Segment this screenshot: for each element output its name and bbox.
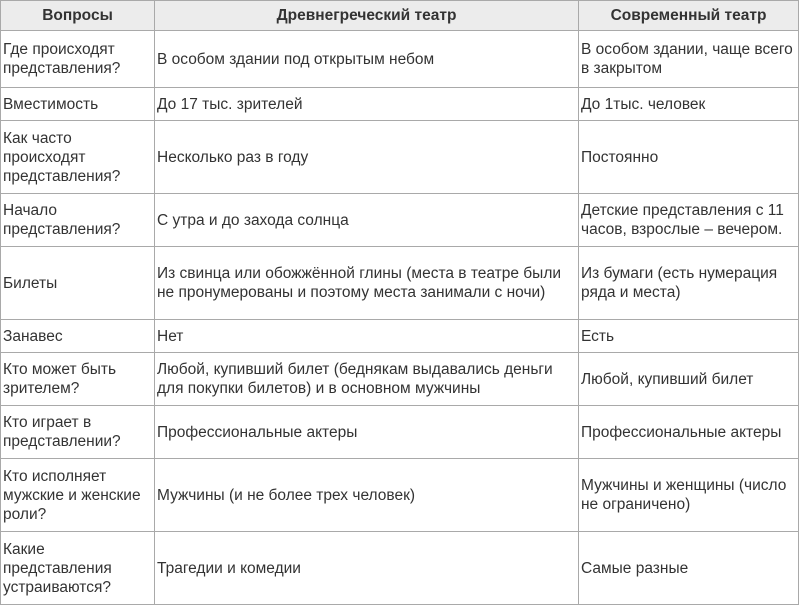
ancient-cell: В особом здании под открытым небом <box>155 31 579 88</box>
modern-cell: В особом здании, чаще всего в закрытом <box>579 31 799 88</box>
table-row <box>1 247 799 320</box>
modern-cell: Мужчины и женщины (число не ограничено) <box>579 459 799 532</box>
question-cell: Занавес <box>1 320 155 353</box>
table-row <box>1 121 799 194</box>
header-row <box>1 1 799 31</box>
ancient-cell: С утра и до захода солнца <box>155 194 579 247</box>
ancient-cell: Профессиональные актеры <box>155 406 579 459</box>
ancient-cell: Любой, купивший билет (беднякам выдавались деньги для покупки билетов) и в основном мужчины <box>155 353 579 406</box>
table-row <box>1 320 799 353</box>
question-cell: Начало представления? <box>1 194 155 247</box>
modern-cell: До 1тыс. человек <box>579 88 799 121</box>
header-modern-theatre: Современный театр <box>579 1 799 31</box>
question-cell: Кто играет в представлении? <box>1 406 155 459</box>
ancient-cell: Мужчины (и не более трех человек) <box>155 459 579 532</box>
table-row <box>1 532 799 605</box>
question-cell: Вместимость <box>1 88 155 121</box>
question-cell: Как часто происходят представления? <box>1 121 155 194</box>
modern-cell: Профессиональные актеры <box>579 406 799 459</box>
modern-cell: Из бумаги (есть нумерация ряда и места) <box>579 247 799 320</box>
modern-cell: Детские представления с 11 часов, взрослые – вечером. <box>579 194 799 247</box>
header-ancient-theatre: Древнегреческий театр <box>155 1 579 31</box>
table-row <box>1 459 799 532</box>
table-row <box>1 353 799 406</box>
table-row <box>1 88 799 121</box>
table-row <box>1 406 799 459</box>
question-cell: Билеты <box>1 247 155 320</box>
ancient-cell: Трагедии и комедии <box>155 532 579 605</box>
ancient-cell: Из свинца или обожжённой глины (места в театре были не пронумерованы и поэтому места занимали с ночи) <box>155 247 579 320</box>
ancient-cell: Нет <box>155 320 579 353</box>
modern-cell: Любой, купивший билет <box>579 353 799 406</box>
modern-cell: Постоянно <box>579 121 799 194</box>
question-cell: Кто исполняет мужские и женские роли? <box>1 459 155 532</box>
question-cell: Кто может быть зрителем? <box>1 353 155 406</box>
modern-cell: Самые разные <box>579 532 799 605</box>
question-cell: Какие представления устраиваются? <box>1 532 155 605</box>
header-questions: Вопросы <box>1 1 155 31</box>
table-row <box>1 194 799 247</box>
table-row <box>1 31 799 88</box>
modern-cell: Есть <box>579 320 799 353</box>
question-cell: Где происходят представления? <box>1 31 155 88</box>
ancient-cell: Несколько раз в году <box>155 121 579 194</box>
ancient-cell: До 17 тыс. зрителей <box>155 88 579 121</box>
